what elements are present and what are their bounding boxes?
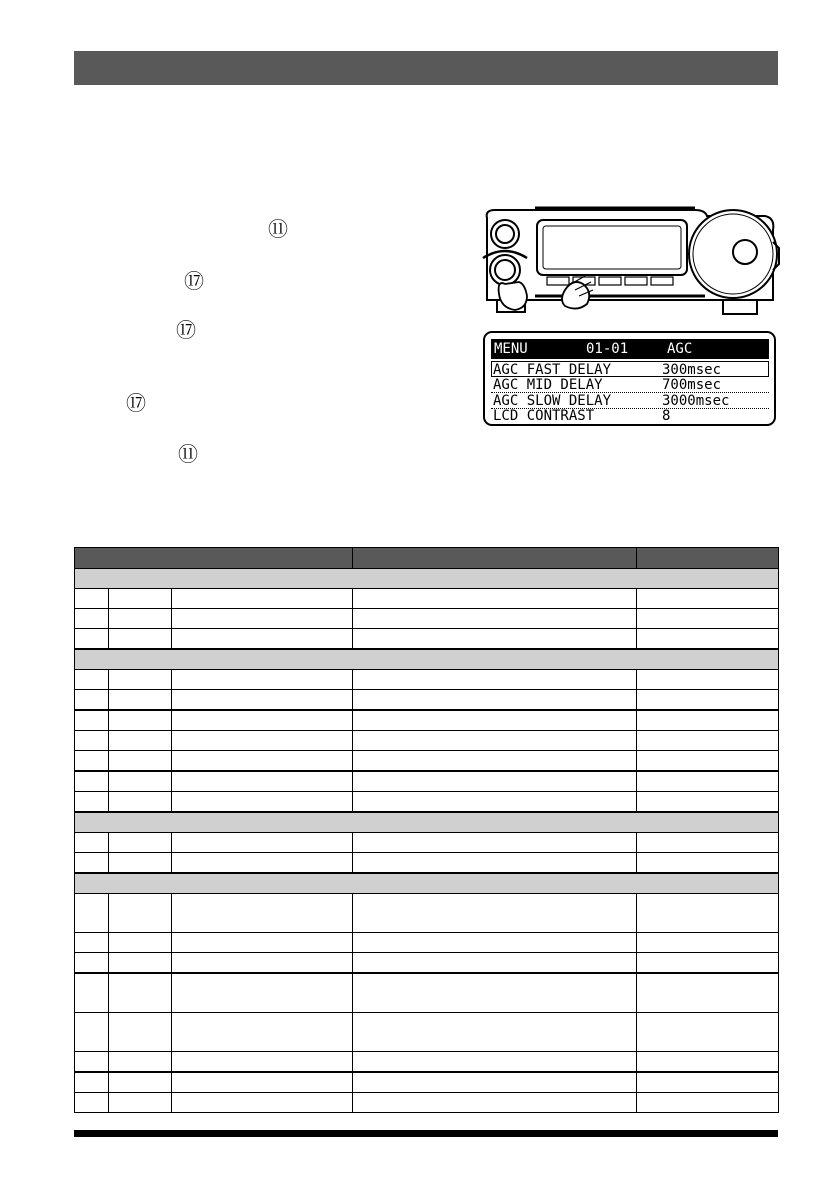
table-row (75, 1072, 779, 1093)
table-row (75, 710, 779, 731)
lcd-menu-row (491, 408, 769, 424)
lcd-item-name: LCD CONTRAST (493, 408, 595, 424)
lcd-title-bar (491, 339, 769, 359)
table-row (75, 933, 779, 953)
table-row (75, 670, 779, 690)
table-header-cell (75, 548, 353, 569)
table-row (75, 1052, 779, 1073)
table-row (75, 629, 779, 650)
page-footer-bar (74, 1130, 778, 1137)
step-marker-knob: ⑰ (126, 391, 146, 415)
step-marker-knob: ⑰ (184, 269, 204, 293)
table-row (75, 833, 779, 853)
lcd-menu-display (483, 331, 776, 426)
step-marker-dial: ⑪ (178, 442, 198, 466)
table-group-row (75, 873, 779, 894)
table-header-cell (637, 548, 779, 569)
table-row (75, 589, 779, 609)
step-marker-knob: ⑰ (176, 318, 196, 342)
step-marker-dial: ⑪ (268, 217, 288, 241)
table-row (75, 953, 779, 974)
menu-settings-table (74, 547, 779, 1113)
table-row (75, 792, 779, 813)
table-row (75, 1013, 779, 1052)
table-row (75, 853, 779, 874)
lcd-item-name: AGC FAST DELAY (493, 362, 612, 378)
table-row (75, 731, 779, 751)
table-row (75, 973, 779, 1013)
table-row (75, 894, 779, 933)
lcd-menu-row (491, 377, 769, 393)
table-row (75, 609, 779, 629)
lcd-item-name: AGC MID DELAY (493, 377, 603, 393)
lcd-menu-number: 01-01 (586, 341, 629, 357)
table-row (75, 1093, 779, 1113)
lcd-item-value: 8 (662, 408, 671, 424)
lcd-menu-row-selected (491, 361, 769, 377)
lcd-item-value: 300msec (662, 362, 722, 378)
table-group-row (75, 569, 779, 589)
section-header-bar (74, 51, 778, 85)
lcd-menu-group: AGC (667, 341, 693, 357)
radio-front-panel-illustration (475, 200, 785, 318)
table-header-cell (353, 548, 637, 569)
lcd-menu-row (491, 393, 769, 409)
table-group-row (75, 649, 779, 670)
lcd-menu-label: MENU (494, 341, 528, 357)
table-header-row (75, 548, 779, 569)
table-row (75, 690, 779, 711)
lcd-item-value: 3000msec (662, 393, 730, 409)
table-group-row (75, 812, 779, 833)
table-row (75, 771, 779, 792)
table-row (75, 751, 779, 772)
lcd-item-value: 700msec (662, 377, 722, 393)
lcd-item-name: AGC SLOW DELAY (493, 393, 612, 409)
